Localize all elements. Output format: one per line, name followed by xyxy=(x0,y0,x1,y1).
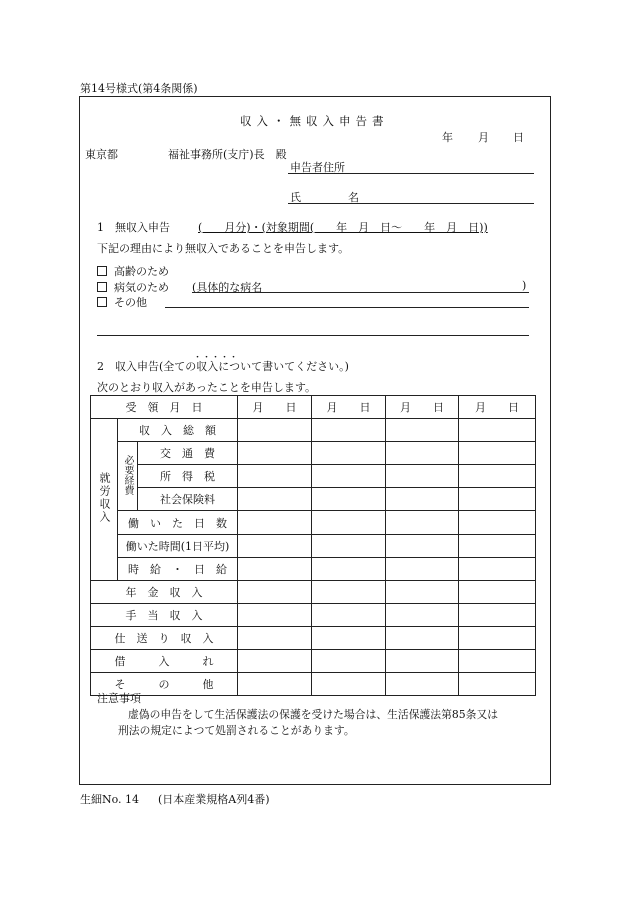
date-day: 日 xyxy=(513,131,524,144)
name-line[interactable] xyxy=(288,203,534,204)
input-cell[interactable] xyxy=(312,557,386,580)
form-number: 第14号様式(第4条関係) xyxy=(80,82,198,95)
checkbox-illness[interactable] xyxy=(97,282,107,292)
input-cell[interactable] xyxy=(238,650,312,673)
option-illness[interactable]: 病気のため xyxy=(97,279,169,295)
illness-line[interactable] xyxy=(192,292,529,293)
employment-income-label: 就労収入 xyxy=(91,419,118,581)
input-cell[interactable] xyxy=(238,442,312,465)
input-cell[interactable] xyxy=(238,488,312,511)
input-cell[interactable] xyxy=(238,511,312,534)
table-row xyxy=(91,534,536,557)
input-cell[interactable] xyxy=(386,580,459,603)
input-cell[interactable] xyxy=(312,511,386,534)
receipt-date-header: 受 領 月 日 xyxy=(91,396,238,419)
table-row xyxy=(91,673,536,696)
option-elderly[interactable]: 高齢のため xyxy=(97,263,169,279)
row-label-transport: 交 通 費 xyxy=(138,442,238,465)
input-cell[interactable] xyxy=(386,488,459,511)
income-table xyxy=(90,395,536,696)
section1-period[interactable]: ( 月分)・(対象期間( 年 月 日〜 年 月 日)) xyxy=(198,221,488,234)
date-month: 月 xyxy=(478,131,489,144)
input-cell[interactable] xyxy=(238,419,312,442)
row-label-allowance: 手 当 収 入 xyxy=(91,603,238,626)
input-cell[interactable] xyxy=(459,626,536,649)
input-cell[interactable] xyxy=(459,511,536,534)
required-expenses-label: 必要経費 xyxy=(118,442,138,511)
input-cell[interactable] xyxy=(312,534,386,557)
table-row xyxy=(91,650,536,673)
row-label-pension: 年 金 収 入 xyxy=(91,580,238,603)
section1-statement: 下記の理由により無収入であることを申告します。 xyxy=(97,242,350,255)
input-cell[interactable] xyxy=(312,673,386,696)
checkbox-other[interactable] xyxy=(97,297,107,307)
input-cell[interactable] xyxy=(459,603,536,626)
footer-standard: (日本産業規格A列4番) xyxy=(158,793,270,806)
input-cell[interactable] xyxy=(459,650,536,673)
input-cell[interactable] xyxy=(386,603,459,626)
input-cell[interactable] xyxy=(459,580,536,603)
table-row xyxy=(91,488,536,511)
row-label-income-tax: 所 得 税 xyxy=(138,465,238,488)
address-label: 申告者住所 xyxy=(290,161,345,174)
row-label-loan: 借 入 れ xyxy=(91,650,238,673)
input-cell[interactable] xyxy=(312,580,386,603)
input-cell[interactable] xyxy=(459,557,536,580)
input-cell[interactable] xyxy=(386,626,459,649)
table-row xyxy=(91,442,536,465)
input-cell[interactable] xyxy=(386,650,459,673)
input-cell[interactable] xyxy=(238,580,312,603)
other-line-1[interactable] xyxy=(165,307,529,308)
input-cell[interactable] xyxy=(459,465,536,488)
section2-statement: 次のとおり収入があったことを申告します。 xyxy=(97,381,317,394)
input-cell[interactable] xyxy=(459,488,536,511)
illness-close: ) xyxy=(522,279,527,292)
input-cell[interactable] xyxy=(386,673,459,696)
input-cell[interactable] xyxy=(386,442,459,465)
footer-code: 生細No. 14 xyxy=(80,793,140,806)
input-cell[interactable] xyxy=(238,534,312,557)
input-cell[interactable] xyxy=(238,626,312,649)
emphasis-marks: ・・・・・ xyxy=(193,353,239,363)
section2-heading: 2 収入申告(全ての収入について書いてください。) xyxy=(97,360,349,373)
input-cell[interactable] xyxy=(312,650,386,673)
name-label-1: 氏 xyxy=(290,191,301,204)
table-row xyxy=(91,419,536,442)
input-cell[interactable] xyxy=(312,626,386,649)
address-line[interactable] xyxy=(288,173,534,174)
other-line-2[interactable] xyxy=(97,335,529,336)
input-cell[interactable] xyxy=(459,419,536,442)
month-day-header: 月 日 xyxy=(238,396,312,419)
input-cell[interactable] xyxy=(238,673,312,696)
addressee-office: 福祉事務所(支庁)長 殿 xyxy=(168,148,287,161)
table-row xyxy=(91,603,536,626)
input-cell[interactable] xyxy=(459,442,536,465)
form-title: 収入・無収入申告書 xyxy=(240,114,389,128)
month-day-header: 月 日 xyxy=(459,396,536,419)
row-label-remittance: 仕 送 り 収 入 xyxy=(91,626,238,649)
input-cell[interactable] xyxy=(459,534,536,557)
row-label-days-worked: 働 い た 日 数 xyxy=(118,511,238,534)
input-cell[interactable] xyxy=(312,465,386,488)
notes-line-2: 刑法の規定によつて処罰されることがあります。 xyxy=(118,724,355,737)
input-cell[interactable] xyxy=(386,419,459,442)
row-label-total-income: 収 入 総 額 xyxy=(118,419,238,442)
table-row xyxy=(91,557,536,580)
table-row xyxy=(91,580,536,603)
input-cell[interactable] xyxy=(386,534,459,557)
addressee-city: 東京都 xyxy=(85,148,118,161)
table-row xyxy=(91,511,536,534)
illness-detail: (具体的な病名 xyxy=(192,281,263,294)
input-cell[interactable] xyxy=(238,465,312,488)
row-label-social-insurance: 社会保険料 xyxy=(138,488,238,511)
input-cell[interactable] xyxy=(386,511,459,534)
input-cell[interactable] xyxy=(459,673,536,696)
row-label-wage: 時 給 ・ 日 給 xyxy=(118,557,238,580)
input-cell[interactable] xyxy=(312,603,386,626)
section1-heading: 1 無収入申告 xyxy=(97,221,170,234)
input-cell[interactable] xyxy=(312,419,386,442)
input-cell[interactable] xyxy=(386,557,459,580)
input-cell[interactable] xyxy=(386,465,459,488)
input-cell[interactable] xyxy=(238,603,312,626)
checkbox-elderly[interactable] xyxy=(97,266,107,276)
date-year: 年 xyxy=(442,131,453,144)
notes-line-1: 虚偽の申告をして生活保護法の保護を受けた場合は、生活保護法第85条又は xyxy=(128,708,499,721)
row-label-hours-worked: 働いた時間(1日平均) xyxy=(118,534,238,557)
month-day-header: 月 日 xyxy=(386,396,459,419)
notes-heading: 注意事項 xyxy=(97,692,141,705)
row-label-other: そ の 他 xyxy=(91,673,238,696)
input-cell[interactable] xyxy=(312,488,386,511)
month-day-header: 月 日 xyxy=(312,396,386,419)
table-row xyxy=(91,626,536,649)
table-header-row xyxy=(91,396,536,419)
table-row xyxy=(91,465,536,488)
name-label-2: 名 xyxy=(348,191,359,204)
input-cell[interactable] xyxy=(312,442,386,465)
option-other[interactable]: その他 xyxy=(97,294,147,310)
input-cell[interactable] xyxy=(238,557,312,580)
